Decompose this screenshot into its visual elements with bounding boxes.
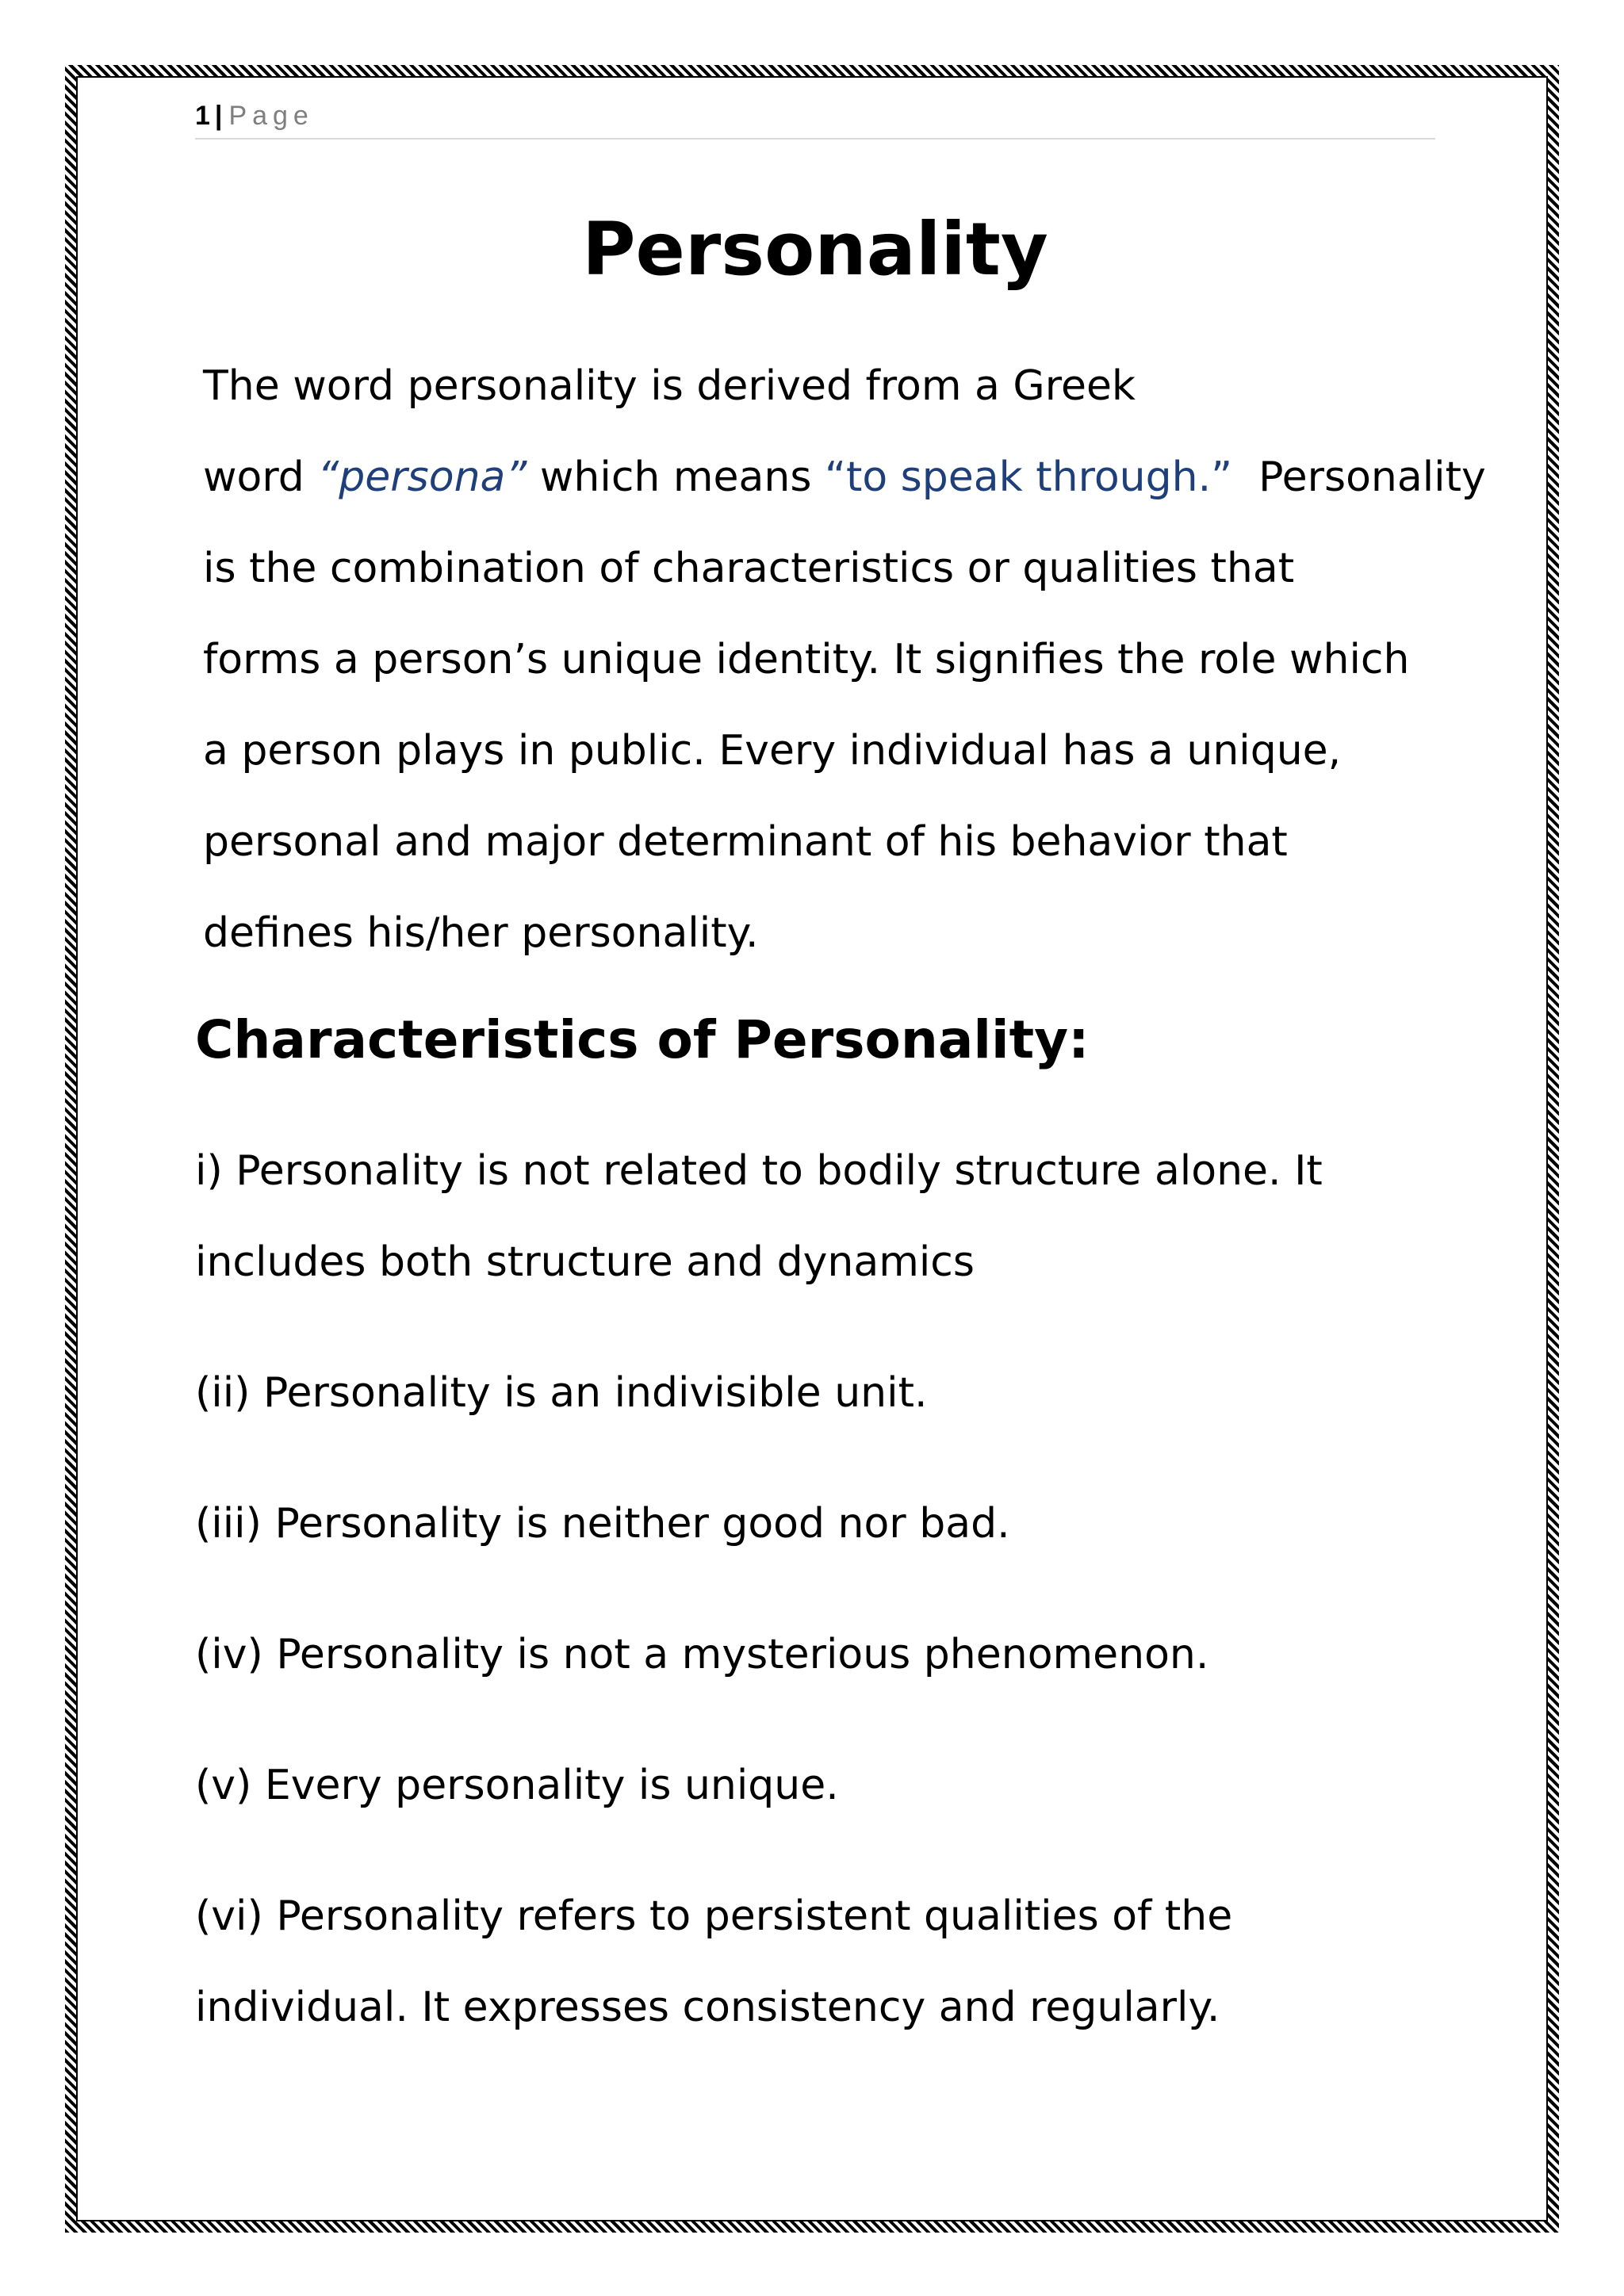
intro-line: is the combination of characteristics or qualities that (203, 545, 1295, 592)
page-number: 1 (195, 101, 210, 131)
characteristic-line: individual. It expresses consistency and regularly. (195, 1984, 1220, 2031)
list-spacer (195, 1831, 1448, 1871)
characteristic-line: includes both structure and dynamics (195, 1238, 975, 1286)
list-spacer (195, 1439, 1448, 1479)
intro-text: which means (527, 453, 825, 501)
list-spacer (195, 1701, 1448, 1740)
characteristic-line: (vi) Personality refers to persistent qualities of the (195, 1892, 1233, 1940)
intro-line: The word personality is derived from a Greek (203, 362, 1136, 410)
characteristic-item (195, 1479, 1448, 1570)
characteristic-item (195, 1871, 1448, 2053)
list-spacer (195, 1570, 1448, 1609)
characteristics-list (195, 1126, 1448, 2053)
quote-persona: “persona” (317, 453, 527, 501)
page-word: Page (228, 101, 314, 131)
intro-line: personal and major determinant of his behavior that (203, 818, 1288, 866)
quote-to-speak-through: “to speak through.” (825, 453, 1233, 501)
intro-text: Personality (1232, 453, 1486, 501)
intro-text: word (203, 453, 318, 501)
page-separator: | (214, 101, 223, 131)
intro-line: defines his/her personality. (203, 909, 759, 957)
characteristic-line: (iv) Personality is not a mysterious phenomenon. (195, 1631, 1209, 1678)
intro-paragraph (203, 341, 1486, 979)
page-header (195, 94, 1435, 140)
characteristic-item (195, 1609, 1448, 1701)
document-title: Personality (582, 207, 1048, 292)
characteristic-line: (iii) Personality is neither good nor bad. (195, 1500, 1010, 1548)
characteristic-line: (v) Every personality is unique. (195, 1762, 839, 1809)
characteristic-item (195, 1126, 1448, 1308)
characteristic-item (195, 1740, 1448, 1831)
intro-line: a person plays in public. Every individual has a unique, (203, 727, 1342, 775)
characteristic-line: (ii) Personality is an indivisible unit. (195, 1369, 928, 1417)
intro-line (203, 432, 1486, 523)
characteristic-item (195, 1348, 1448, 1439)
section-heading: Characteristics of Personality: (195, 1009, 1090, 1070)
list-spacer (195, 1308, 1448, 1348)
intro-line: forms a person’s unique identity. It signifies the role which (203, 636, 1410, 683)
characteristic-line: i) Personality is not related to bodily structure alone. It (195, 1147, 1323, 1195)
